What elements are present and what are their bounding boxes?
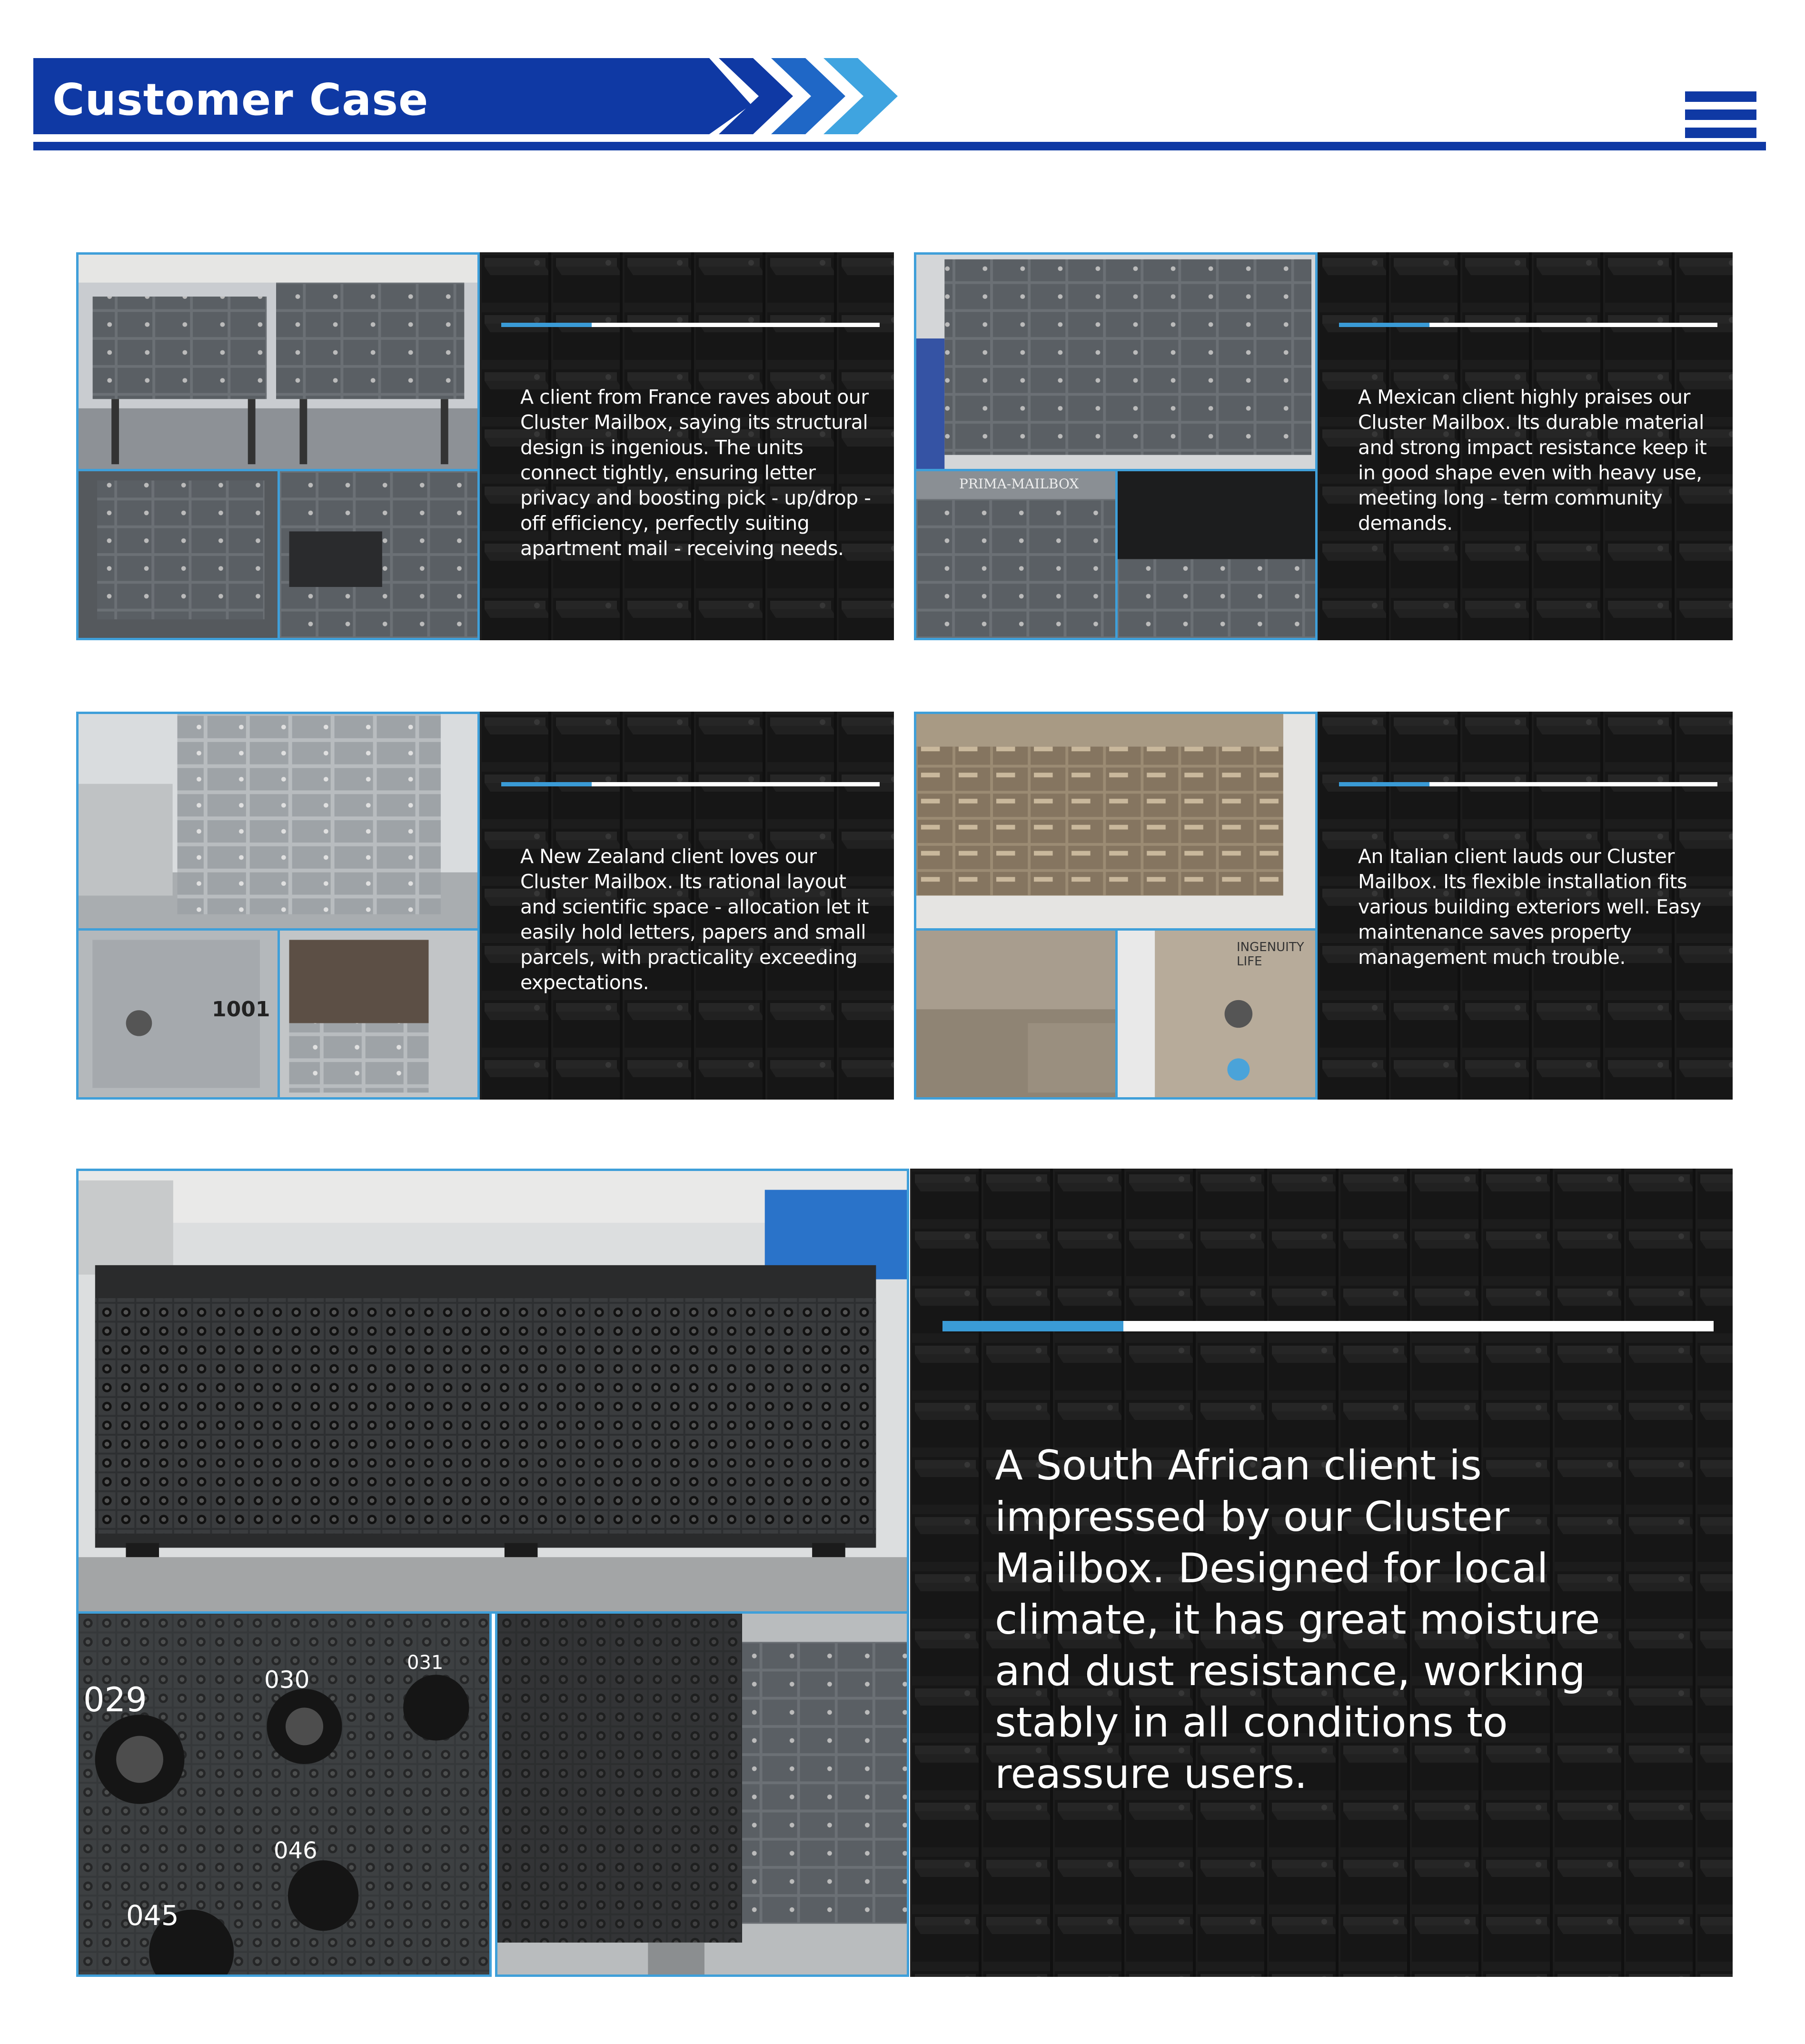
case-card-new-zealand [76, 712, 894, 1100]
case-description: An Italian client lauds our Cluster Mailbox. Its flexible installation fits various building exteriors well. Easy maintenance saves property management much trouble. [1358, 845, 1701, 969]
case-photo-detail-left [914, 928, 1118, 1100]
case-card-mexico [914, 252, 1733, 640]
case-text-panel [910, 1169, 1733, 1977]
photo-label: 1001 [212, 997, 270, 1022]
photo-label: INGENUITY LIFE [1237, 940, 1304, 969]
case-photo-main [914, 252, 1318, 471]
locker-number: 046 [274, 1837, 317, 1864]
case-description: A South African client is impressed by our Cluster Mailbox. Designed for local climate, it has great moisture and dust resistance, working stably in all conditions to reassure users. [995, 1442, 1600, 1798]
case-description: A client from France raves about our Cluster Mailbox, saying its structural design is ingenious. The units connect tightly, ensuring letter privacy and boosting pick - up/drop - off efficiency, perfectly suiting apartment mail - receiving needs. [520, 386, 871, 560]
locker-number: 031 [407, 1652, 444, 1674]
case-photo-detail-right [495, 1611, 909, 1977]
triple-chevron-arrows-icon [719, 58, 898, 134]
case-photo-main [76, 1169, 909, 1614]
case-photo-detail-right [1115, 469, 1318, 640]
case-text-panel [1318, 252, 1733, 640]
page-title: Customer Case [52, 74, 429, 125]
case-photo-detail-left [76, 469, 280, 640]
divider-accent [1339, 782, 1429, 786]
divider-accent [942, 1321, 1123, 1331]
photo-label: PRIMA-MAILBOX [959, 476, 1079, 492]
case-card-italy [914, 712, 1733, 1100]
divider-accent [1339, 323, 1429, 327]
case-photo-detail-left [76, 1611, 492, 1977]
hamburger-menu-icon[interactable] [1685, 91, 1756, 138]
case-photo-detail-right [1115, 928, 1318, 1100]
case-photo-main [914, 712, 1318, 931]
case-photo-detail-right [278, 928, 480, 1100]
case-text-panel [480, 252, 894, 640]
divider-accent [501, 782, 592, 786]
locker-number: 045 [126, 1899, 179, 1932]
locker-number: 030 [264, 1666, 310, 1694]
case-text-panel [480, 712, 894, 1100]
divider-accent [501, 323, 592, 327]
case-description: A Mexican client highly praises our Cluster Mailbox. Its durable material and strong impact resistance keep it in good shape even with heavy use, meeting long - term community demands. [1358, 386, 1707, 535]
case-text-panel [1318, 712, 1733, 1100]
case-card-south-africa [76, 1169, 1733, 1977]
case-photo-main [76, 712, 480, 931]
header-underline [33, 142, 1766, 150]
case-photo-detail-left [914, 469, 1118, 640]
case-photo-detail-left [76, 928, 280, 1100]
locker-number: 029 [83, 1680, 147, 1719]
case-description: A New Zealand client loves our Cluster Mailbox. Its rational layout and scientific space - allocation let it easily hold letters, papers and small parcels, with practicality exceeding expectations. [520, 845, 869, 994]
case-photo-detail-right [278, 469, 480, 640]
case-photo-main [76, 252, 480, 471]
case-card-france [76, 252, 894, 640]
